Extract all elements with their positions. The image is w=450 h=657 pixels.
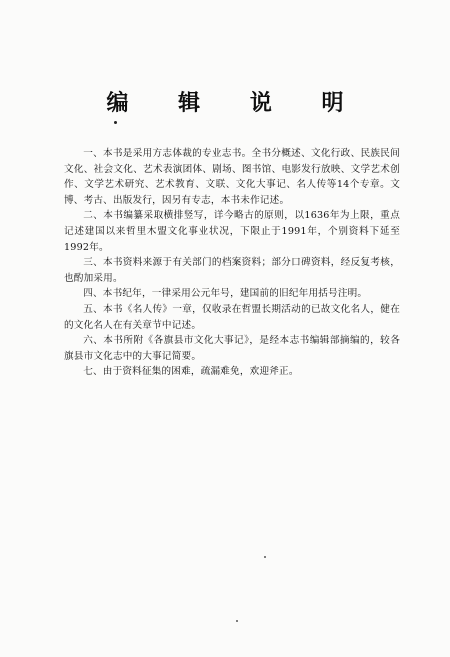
paragraph-3: 三、本书资料来源于有关部门的档案资料；部分口碑资料，经反复考核，也酌加采用。	[64, 257, 400, 284]
body-text	[64, 146, 400, 380]
scan-speck	[264, 556, 266, 558]
page-title: 编 辑 说 明	[106, 91, 365, 116]
paragraph-4: 四、本书纪年，一律采用公元年号，建国前的旧纪年用括号注明。	[83, 288, 368, 300]
paragraph-1: 一、本书是采用方志体裁的专业志书。全书分概述、文化行政、民族民间文化、社会文化、艺术表演团体、剧场、图书馆、电影发行放映、文学艺术创作、文学艺术研究、艺术教育、文联、文化大事记、名人传等14个专章。文博、考古、出版发行，因另有专志，本书未作记述。	[64, 148, 400, 206]
paragraph-7: 七、由于资料征集的困难，疏漏难免，欢迎斧正。	[83, 366, 299, 378]
paragraph-2: 二、本书编纂采取横排竖写，详今略古的原则，以1636年为上限，重点记述建国以来哲里木盟文化事业状况，下限止于1991年，个别资料下延至1992年。	[64, 210, 400, 253]
paragraph-5: 五、本书《名人传》一章，仅收录在哲盟长期活动的已故文化名人，健在的文化名人在有关章节中记述。	[64, 303, 400, 331]
scan-speck	[236, 620, 238, 622]
ink-dot	[114, 121, 117, 124]
paragraph-6: 六、本书所附《各旗县市文化大事记》，是经本志书编辑部摘编的，较各旗县市文化志中的大事记简要。	[64, 335, 400, 362]
